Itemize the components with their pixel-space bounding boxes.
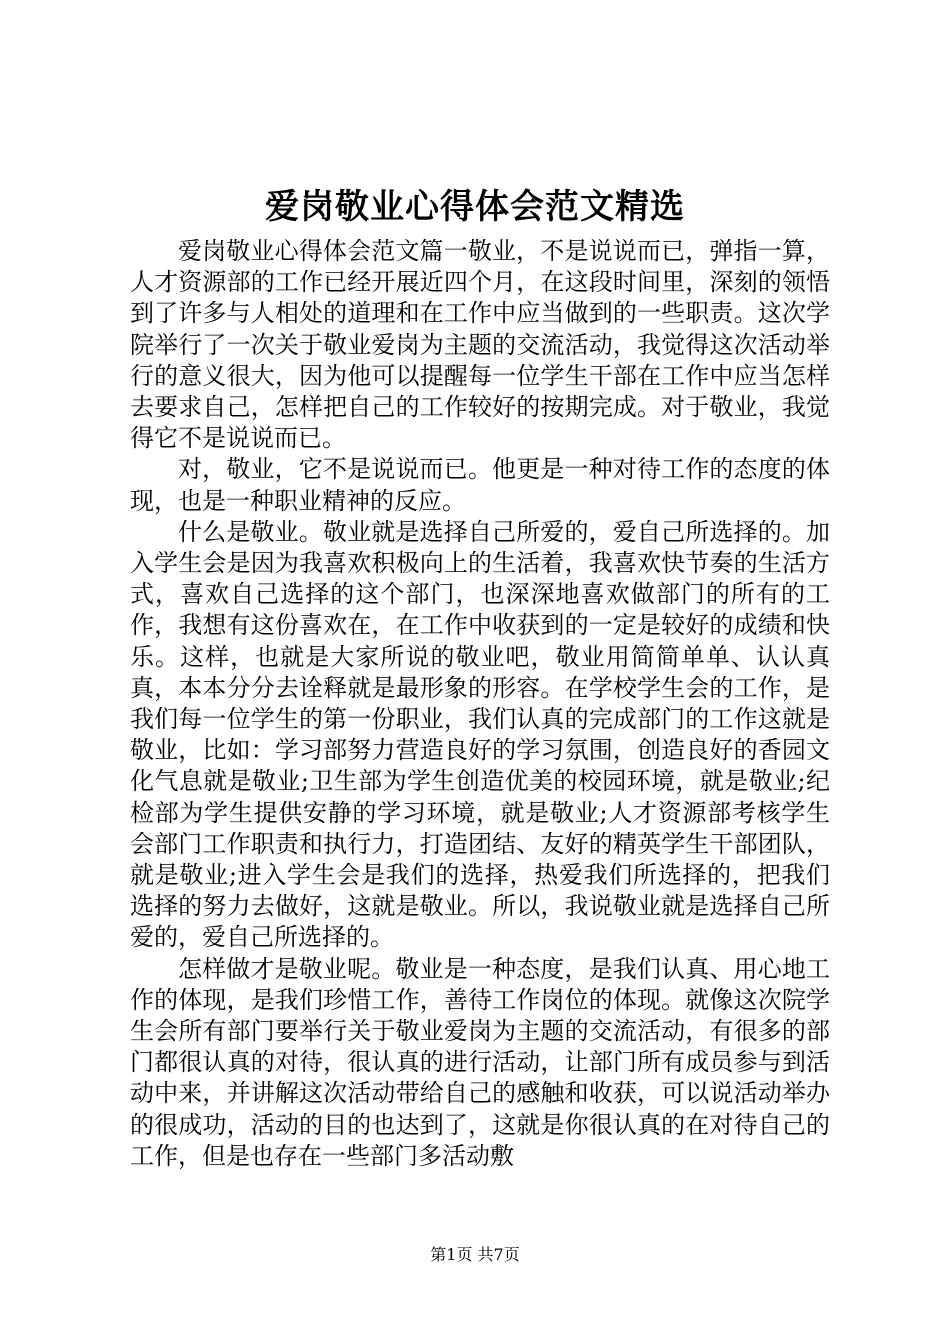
paragraph: 爱岗敬业心得体会范文篇一敬业，不是说说而已，弹指一算，人才资源部的工作已经开展近四个月，在这段时间里，深刻的领悟到了许多与人相处的道理和在工作中应当做到的一些职责。这次学院举行了一次关于敬业爱岗为主题的交流活动，我觉得这次活动举行的意义很大，因为他可以提醒每一位学生干部在工作中应当怎样去要求自己，怎样把自己的工作较好的按期完成。对于敬业，我觉得它不是说说而已。 bbox=[130, 237, 830, 453]
paragraph: 什么是敬业。敬业就是选择自己所爱的，爱自己所选择的。加入学生会是因为我喜欢积极向上的生活着，我喜欢快节奏的生活方式，喜欢自己选择的这个部门，也深深地喜欢做部门的所有的工作，我想有这份喜欢在，在工作中收获到的一定是较好的成绩和快乐。这样，也就是大家所说的敬业吧，敬业用简简单单、认认真真，本本分分去诠释就是最形象的形容。在学校学生会的工作，是我们每一位学生的第一份职业，我们认真的完成部门的工作这就是敬业，比如：学习部努力营造良好的学习氛围，创造良好的香园文化气息就是敬业;卫生部为学生创造优美的校园环境，就是敬业;纪检部为学生提供安静的学习环境，就是敬业;人才资源部考核学生会部门工作职责和执行力，打造团结、友好的精英学生干部团队，就是敬业;进入学生会是我们的选择，热爱我们所选择的，把我们选择的努力去做好，这就是敬业。所以，我说敬业就是选择自己所爱的，爱自己所选择的。 bbox=[130, 517, 830, 952]
page-footer bbox=[0, 1243, 950, 1267]
document-title: 爱岗敬业心得体会范文精选 bbox=[265, 187, 685, 227]
paragraph: 对，敬业，它不是说说而已。他更是一种对待工作的态度的体现，也是一种职业精神的反应。 bbox=[130, 455, 830, 515]
page-number: 第1页 共7页 bbox=[430, 1245, 520, 1264]
paragraph: 怎样做才是敬业呢。敬业是一种态度，是我们认真、用心地工作的体现，是我们珍惜工作，善待工作岗位的体现。就像这次院学生会所有部门要举行关于敬业爱岗为主题的交流活动，有很多的部门都很认真的对待，很认真的进行活动，让部门所有成员参与到活动中来，并讲解这次活动带给自己的感触和收获，可以说活动举办的很成功，活动的目的也达到了，这就是你很认真的在对待自己的工作，但是也存在一些部门多活动敷 bbox=[130, 954, 830, 1170]
document-body bbox=[130, 236, 830, 1186]
